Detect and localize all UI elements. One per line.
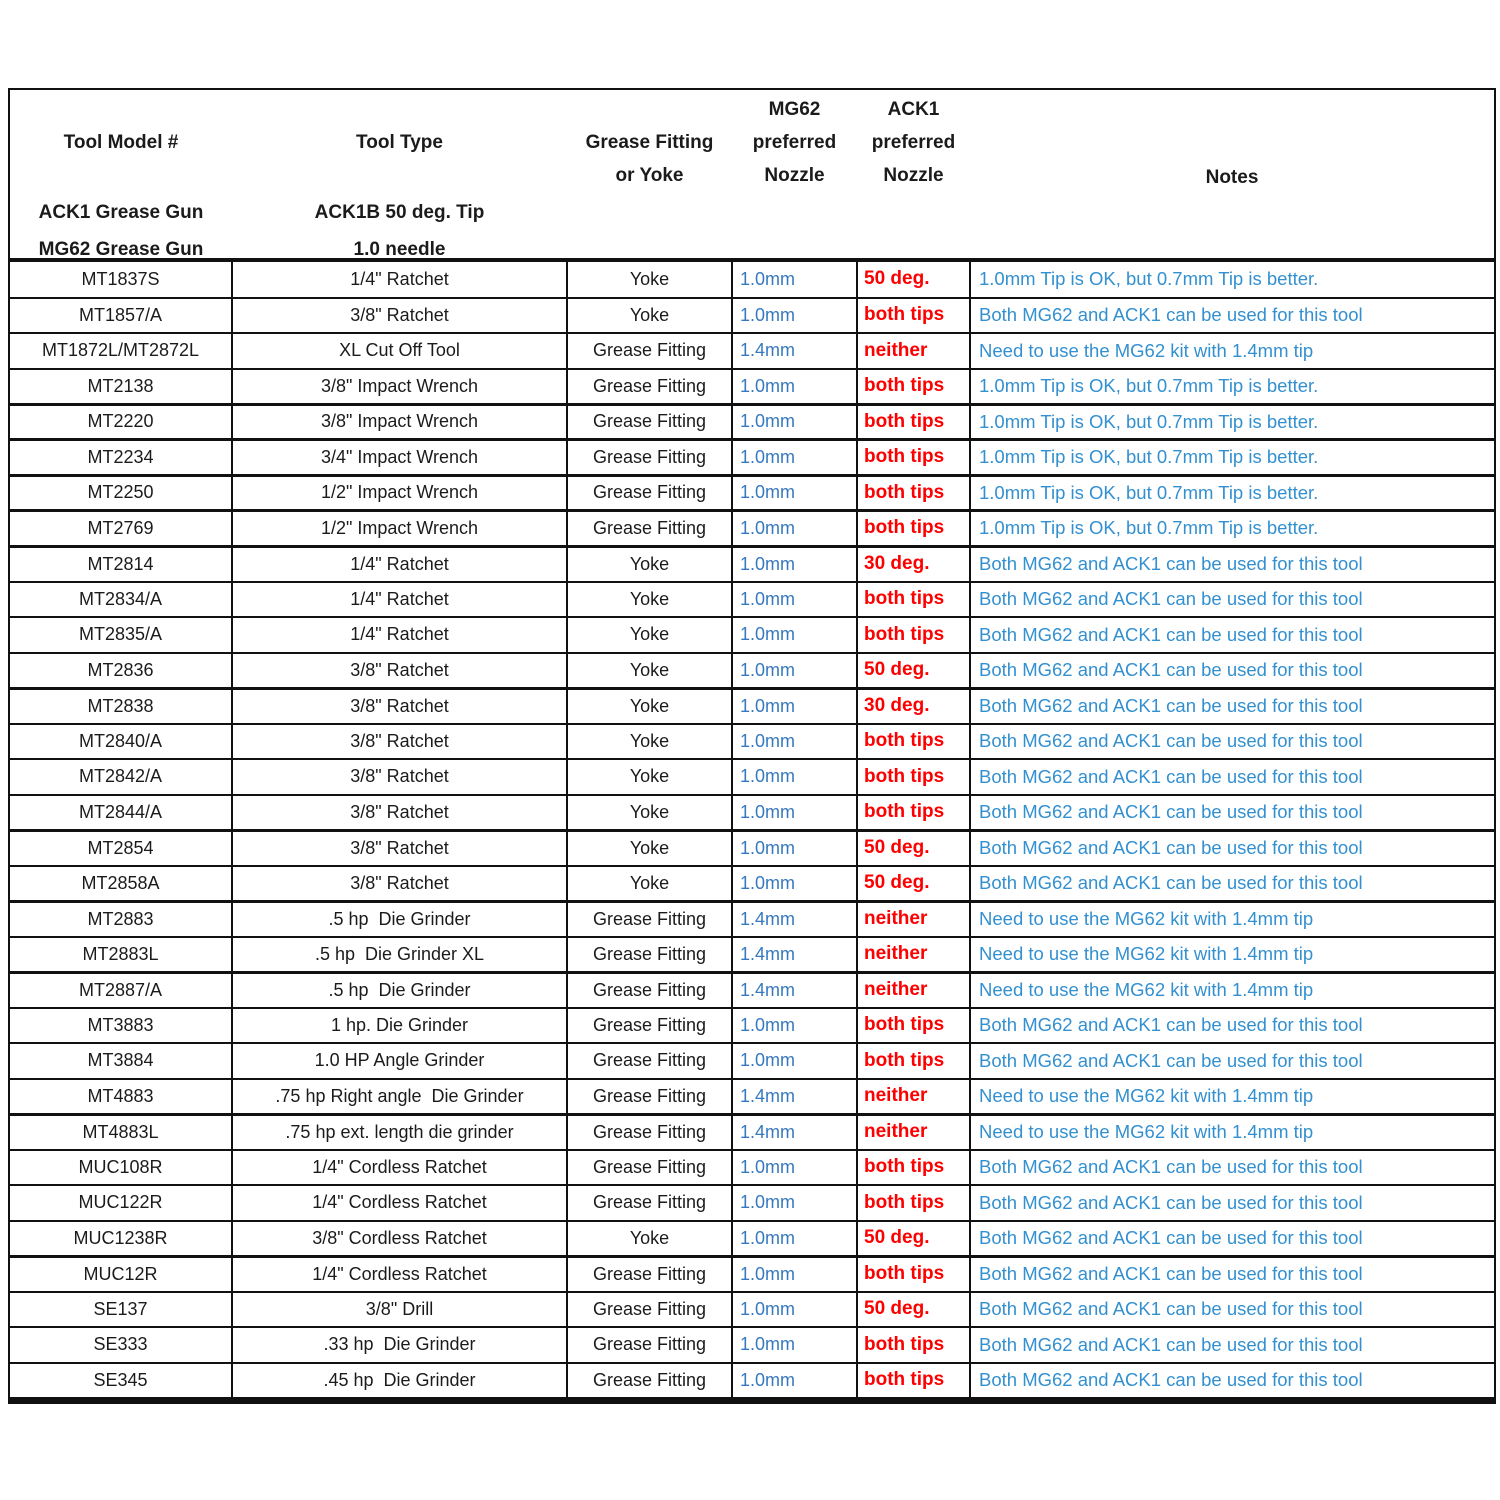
cell-tool-model: MUC108R	[10, 1150, 232, 1186]
cell-ack1-nozzle: both tips	[857, 617, 970, 653]
cell-tool-type: 1/4" Ratchet	[232, 262, 567, 298]
cell-fitting: Yoke	[567, 688, 732, 724]
cell-notes: 1.0mm Tip is OK, but 0.7mm Tip is better.	[970, 475, 1494, 511]
cell-tool-type: 3/8" Cordless Ratchet	[232, 1221, 567, 1257]
cell-tool-model: MT2814	[10, 546, 232, 582]
cell-ack1-nozzle: both tips	[857, 1008, 970, 1044]
header-mg62-line1: MG62	[768, 99, 821, 120]
cell-fitting: Yoke	[567, 262, 732, 298]
cell-mg62-nozzle: 1.0mm	[732, 1363, 857, 1399]
cell-ack1-nozzle: neither	[857, 333, 970, 369]
cell-notes: Need to use the MG62 kit with 1.4mm tip	[970, 901, 1494, 937]
cell-tool-type: 3/8" Impact Wrench	[232, 404, 567, 440]
cell-fitting: Grease Fitting	[567, 1363, 732, 1399]
table-row	[10, 972, 1494, 1008]
cell-notes: Both MG62 and ACK1 can be used for this tool	[970, 1292, 1494, 1328]
table-row	[10, 1150, 1494, 1186]
table-row	[10, 724, 1494, 760]
cell-tool-model: SE345	[10, 1363, 232, 1399]
cell-mg62-nozzle: 1.0mm	[732, 724, 857, 760]
table-row	[10, 653, 1494, 689]
table-header	[10, 90, 1494, 262]
cell-mg62-nozzle: 1.0mm	[732, 511, 857, 547]
cell-tool-model: MT2858A	[10, 866, 232, 902]
cell-tool-model: MT1872L/MT2872L	[10, 333, 232, 369]
cell-tool-type: .45 hp Die Grinder	[232, 1363, 567, 1399]
table-row	[10, 688, 1494, 724]
cell-mg62-nozzle: 1.0mm	[732, 866, 857, 902]
cell-ack1-nozzle: 50 deg.	[857, 1221, 970, 1257]
cell-mg62-nozzle: 1.0mm	[732, 759, 857, 795]
cell-fitting: Yoke	[567, 724, 732, 760]
table-row	[10, 1292, 1494, 1328]
cell-mg62-nozzle: 1.0mm	[732, 369, 857, 405]
cell-fitting: Grease Fitting	[567, 511, 732, 547]
cell-ack1-nozzle: both tips	[857, 369, 970, 405]
cell-mg62-nozzle: 1.0mm	[732, 1185, 857, 1221]
cell-ack1-nozzle: both tips	[857, 1185, 970, 1221]
cell-notes: Both MG62 and ACK1 can be used for this tool	[970, 298, 1494, 334]
table-row	[10, 937, 1494, 973]
cell-fitting: Grease Fitting	[567, 440, 732, 476]
cell-tool-model: MT2883	[10, 901, 232, 937]
cell-mg62-nozzle: 1.4mm	[732, 901, 857, 937]
cell-tool-type: .75 hp Right angle Die Grinder	[232, 1079, 567, 1115]
cell-ack1-nozzle: 50 deg.	[857, 866, 970, 902]
table-row	[10, 759, 1494, 795]
table-row	[10, 830, 1494, 866]
header-ack1-line2: preferred	[871, 132, 956, 153]
cell-tool-model: MT2250	[10, 475, 232, 511]
cell-tool-model: MT4883	[10, 1079, 232, 1115]
cell-mg62-nozzle: 1.0mm	[732, 1150, 857, 1186]
cell-tool-model: MT2835/A	[10, 617, 232, 653]
cell-fitting: Grease Fitting	[567, 1114, 732, 1150]
cell-ack1-nozzle: neither	[857, 1114, 970, 1150]
cell-tool-type: 1/4" Ratchet	[232, 546, 567, 582]
cell-tool-type: 3/8" Ratchet	[232, 688, 567, 724]
cell-tool-type: 3/8" Ratchet	[232, 724, 567, 760]
cell-tool-model: SE333	[10, 1327, 232, 1363]
table-row	[10, 404, 1494, 440]
table-row	[10, 298, 1494, 334]
cell-notes: 1.0mm Tip is OK, but 0.7mm Tip is better.	[970, 440, 1494, 476]
header-tool-type: Tool Type	[356, 132, 443, 153]
header-needle: 1.0 needle	[353, 239, 446, 260]
header-mg62-line2: preferred	[752, 132, 837, 153]
cell-mg62-nozzle: 1.0mm	[732, 1327, 857, 1363]
cell-notes: Need to use the MG62 kit with 1.4mm tip	[970, 1114, 1494, 1150]
header-fitting-line1: Grease Fitting	[585, 132, 714, 153]
cell-mg62-nozzle: 1.0mm	[732, 1256, 857, 1292]
cell-mg62-nozzle: 1.4mm	[732, 1079, 857, 1115]
cell-fitting: Grease Fitting	[567, 475, 732, 511]
cell-notes: Need to use the MG62 kit with 1.4mm tip	[970, 333, 1494, 369]
cell-ack1-nozzle: both tips	[857, 1256, 970, 1292]
table-row	[10, 1221, 1494, 1257]
cell-mg62-nozzle: 1.0mm	[732, 475, 857, 511]
cell-tool-type: 1 hp. Die Grinder	[232, 1008, 567, 1044]
cell-fitting: Yoke	[567, 617, 732, 653]
tool-table-body	[10, 262, 1494, 1398]
cell-notes: 1.0mm Tip is OK, but 0.7mm Tip is better.	[970, 511, 1494, 547]
cell-fitting: Grease Fitting	[567, 1008, 732, 1044]
cell-ack1-nozzle: both tips	[857, 511, 970, 547]
cell-notes: Both MG62 and ACK1 can be used for this tool	[970, 866, 1494, 902]
table-row	[10, 369, 1494, 405]
cell-notes: Need to use the MG62 kit with 1.4mm tip	[970, 972, 1494, 1008]
cell-notes: 1.0mm Tip is OK, but 0.7mm Tip is better.	[970, 369, 1494, 405]
cell-notes: Need to use the MG62 kit with 1.4mm tip	[970, 937, 1494, 973]
cell-ack1-nozzle: both tips	[857, 724, 970, 760]
cell-ack1-nozzle: both tips	[857, 475, 970, 511]
table-row	[10, 1327, 1494, 1363]
cell-notes: 1.0mm Tip is OK, but 0.7mm Tip is better.	[970, 262, 1494, 298]
cell-tool-model: MT2842/A	[10, 759, 232, 795]
cell-tool-type: 1/4" Ratchet	[232, 582, 567, 618]
cell-fitting: Grease Fitting	[567, 1256, 732, 1292]
header-ack1-line1: ACK1	[887, 99, 940, 120]
cell-notes: 1.0mm Tip is OK, but 0.7mm Tip is better.	[970, 404, 1494, 440]
cell-fitting: Yoke	[567, 759, 732, 795]
cell-ack1-nozzle: 50 deg.	[857, 830, 970, 866]
cell-tool-model: MT2834/A	[10, 582, 232, 618]
cell-fitting: Grease Fitting	[567, 1150, 732, 1186]
cell-fitting: Grease Fitting	[567, 1327, 732, 1363]
cell-notes: Both MG62 and ACK1 can be used for this tool	[970, 617, 1494, 653]
cell-tool-type: .5 hp Die Grinder	[232, 901, 567, 937]
cell-notes: Both MG62 and ACK1 can be used for this tool	[970, 1363, 1494, 1399]
cell-ack1-nozzle: both tips	[857, 1150, 970, 1186]
cell-ack1-nozzle: both tips	[857, 1327, 970, 1363]
cell-ack1-nozzle: both tips	[857, 795, 970, 831]
table-row	[10, 1114, 1494, 1150]
cell-notes: Both MG62 and ACK1 can be used for this tool	[970, 1327, 1494, 1363]
cell-mg62-nozzle: 1.4mm	[732, 333, 857, 369]
cell-mg62-nozzle: 1.0mm	[732, 617, 857, 653]
cell-ack1-nozzle: both tips	[857, 759, 970, 795]
cell-mg62-nozzle: 1.0mm	[732, 830, 857, 866]
cell-ack1-nozzle: 50 deg.	[857, 653, 970, 689]
header-mg62-line3: Nozzle	[764, 165, 825, 186]
cell-ack1-nozzle: neither	[857, 972, 970, 1008]
cell-tool-model: MT2840/A	[10, 724, 232, 760]
cell-notes: Both MG62 and ACK1 can be used for this tool	[970, 759, 1494, 795]
cell-notes: Both MG62 and ACK1 can be used for this tool	[970, 1185, 1494, 1221]
cell-tool-model: MT4883L	[10, 1114, 232, 1150]
cell-tool-type: 1/2" Impact Wrench	[232, 511, 567, 547]
cell-notes: Both MG62 and ACK1 can be used for this tool	[970, 582, 1494, 618]
cell-tool-type: 3/8" Impact Wrench	[232, 369, 567, 405]
cell-tool-model: MT1857/A	[10, 298, 232, 334]
cell-tool-model: MT2836	[10, 653, 232, 689]
cell-fitting: Yoke	[567, 1221, 732, 1257]
cell-tool-model: MT3884	[10, 1043, 232, 1079]
cell-ack1-nozzle: both tips	[857, 404, 970, 440]
cell-notes: Both MG62 and ACK1 can be used for this tool	[970, 830, 1494, 866]
table-row	[10, 866, 1494, 902]
cell-notes: Both MG62 and ACK1 can be used for this tool	[970, 546, 1494, 582]
cell-ack1-nozzle: 30 deg.	[857, 688, 970, 724]
cell-notes: Both MG62 and ACK1 can be used for this tool	[970, 795, 1494, 831]
cell-ack1-nozzle: neither	[857, 937, 970, 973]
cell-fitting: Grease Fitting	[567, 404, 732, 440]
cell-mg62-nozzle: 1.0mm	[732, 546, 857, 582]
cell-fitting: Grease Fitting	[567, 901, 732, 937]
cell-mg62-nozzle: 1.4mm	[732, 1114, 857, 1150]
cell-mg62-nozzle: 1.0mm	[732, 1043, 857, 1079]
table-row	[10, 546, 1494, 582]
cell-tool-type: 1/4" Cordless Ratchet	[232, 1256, 567, 1292]
cell-notes: Need to use the MG62 kit with 1.4mm tip	[970, 1079, 1494, 1115]
cell-tool-model: MT2220	[10, 404, 232, 440]
cell-mg62-nozzle: 1.4mm	[732, 972, 857, 1008]
cell-ack1-nozzle: both tips	[857, 440, 970, 476]
cell-tool-model: MT2838	[10, 688, 232, 724]
cell-notes: Both MG62 and ACK1 can be used for this tool	[970, 1043, 1494, 1079]
cell-mg62-nozzle: 1.0mm	[732, 582, 857, 618]
cell-mg62-nozzle: 1.0mm	[732, 262, 857, 298]
cell-ack1-nozzle: neither	[857, 901, 970, 937]
cell-tool-type: 3/8" Ratchet	[232, 759, 567, 795]
cell-ack1-nozzle: neither	[857, 1079, 970, 1115]
cell-tool-model: MT2854	[10, 830, 232, 866]
cell-tool-type: 1/4" Ratchet	[232, 617, 567, 653]
cell-fitting: Yoke	[567, 298, 732, 334]
cell-ack1-nozzle: both tips	[857, 1043, 970, 1079]
cell-tool-type: XL Cut Off Tool	[232, 333, 567, 369]
header-ack1-line3: Nozzle	[883, 165, 944, 186]
table-row	[10, 1185, 1494, 1221]
cell-ack1-nozzle: both tips	[857, 298, 970, 334]
table-row	[10, 1043, 1494, 1079]
cell-tool-model: MT2883L	[10, 937, 232, 973]
cell-tool-model: MUC122R	[10, 1185, 232, 1221]
table-row	[10, 262, 1494, 298]
cell-tool-type: 3/8" Ratchet	[232, 866, 567, 902]
cell-fitting: Grease Fitting	[567, 369, 732, 405]
cell-mg62-nozzle: 1.0mm	[732, 1221, 857, 1257]
cell-fitting: Yoke	[567, 582, 732, 618]
cell-notes: Both MG62 and ACK1 can be used for this tool	[970, 1150, 1494, 1186]
cell-tool-model: MUC12R	[10, 1256, 232, 1292]
cell-tool-model: MT2138	[10, 369, 232, 405]
cell-tool-type: 1/4" Cordless Ratchet	[232, 1185, 567, 1221]
cell-tool-type: 3/8" Ratchet	[232, 830, 567, 866]
cell-tool-type: 1.0 HP Angle Grinder	[232, 1043, 567, 1079]
header-notes: Notes	[1205, 167, 1259, 188]
cell-tool-model: MUC1238R	[10, 1221, 232, 1257]
cell-fitting: Yoke	[567, 866, 732, 902]
cell-ack1-nozzle: both tips	[857, 1363, 970, 1399]
cell-tool-type: 3/8" Ratchet	[232, 298, 567, 334]
cell-tool-type: .5 hp Die Grinder	[232, 972, 567, 1008]
cell-fitting: Grease Fitting	[567, 1043, 732, 1079]
cell-fitting: Yoke	[567, 830, 732, 866]
table-row	[10, 617, 1494, 653]
cell-ack1-nozzle: 30 deg.	[857, 546, 970, 582]
table-row	[10, 475, 1494, 511]
grease-gun-compatibility-table	[8, 88, 1496, 1404]
cell-notes: Both MG62 and ACK1 can be used for this tool	[970, 688, 1494, 724]
table-row	[10, 511, 1494, 547]
cell-notes: Both MG62 and ACK1 can be used for this tool	[970, 1256, 1494, 1292]
table-row	[10, 1008, 1494, 1044]
cell-fitting: Grease Fitting	[567, 972, 732, 1008]
cell-fitting: Yoke	[567, 653, 732, 689]
header-fitting-line2: or Yoke	[615, 165, 684, 186]
header-ack1b-tip: ACK1B 50 deg. Tip	[314, 202, 485, 223]
cell-tool-type: 3/8" Ratchet	[232, 653, 567, 689]
cell-mg62-nozzle: 1.0mm	[732, 440, 857, 476]
cell-tool-type: .5 hp Die Grinder XL	[232, 937, 567, 973]
cell-mg62-nozzle: 1.0mm	[732, 1008, 857, 1044]
cell-notes: Both MG62 and ACK1 can be used for this tool	[970, 1008, 1494, 1044]
table-row	[10, 1079, 1494, 1115]
table-row	[10, 333, 1494, 369]
cell-mg62-nozzle: 1.0mm	[732, 795, 857, 831]
cell-fitting: Grease Fitting	[567, 333, 732, 369]
cell-mg62-nozzle: 1.0mm	[732, 1292, 857, 1328]
cell-tool-type: 3/8" Ratchet	[232, 795, 567, 831]
cell-tool-model: MT2234	[10, 440, 232, 476]
cell-mg62-nozzle: 1.0mm	[732, 298, 857, 334]
header-ack1-grease-gun: ACK1 Grease Gun	[38, 202, 204, 223]
header-mg62-grease-gun: MG62 Grease Gun	[38, 239, 204, 260]
cell-notes: Both MG62 and ACK1 can be used for this tool	[970, 653, 1494, 689]
cell-mg62-nozzle: 1.0mm	[732, 653, 857, 689]
cell-tool-type: 1/4" Cordless Ratchet	[232, 1150, 567, 1186]
cell-fitting: Yoke	[567, 546, 732, 582]
cell-tool-type: 3/4" Impact Wrench	[232, 440, 567, 476]
cell-tool-model: MT2887/A	[10, 972, 232, 1008]
cell-tool-type: .75 hp ext. length die grinder	[232, 1114, 567, 1150]
cell-fitting: Grease Fitting	[567, 1185, 732, 1221]
header-tool-model: Tool Model #	[63, 132, 179, 153]
table-row	[10, 1363, 1494, 1399]
cell-tool-model: MT1837S	[10, 262, 232, 298]
table-row	[10, 440, 1494, 476]
table-row	[10, 1256, 1494, 1292]
cell-ack1-nozzle: both tips	[857, 582, 970, 618]
table-row	[10, 795, 1494, 831]
cell-tool-model: SE137	[10, 1292, 232, 1328]
cell-fitting: Grease Fitting	[567, 1292, 732, 1328]
cell-mg62-nozzle: 1.0mm	[732, 404, 857, 440]
cell-tool-model: MT2769	[10, 511, 232, 547]
cell-fitting: Yoke	[567, 795, 732, 831]
cell-fitting: Grease Fitting	[567, 937, 732, 973]
cell-fitting: Grease Fitting	[567, 1079, 732, 1115]
cell-tool-model: MT3883	[10, 1008, 232, 1044]
table-row	[10, 582, 1494, 618]
tool-table	[10, 262, 1494, 1399]
table-row	[10, 901, 1494, 937]
cell-tool-type: .33 hp Die Grinder	[232, 1327, 567, 1363]
cell-ack1-nozzle: 50 deg.	[857, 262, 970, 298]
cell-tool-type: 3/8" Drill	[232, 1292, 567, 1328]
cell-ack1-nozzle: 50 deg.	[857, 1292, 970, 1328]
cell-tool-type: 1/2" Impact Wrench	[232, 475, 567, 511]
cell-mg62-nozzle: 1.4mm	[732, 937, 857, 973]
cell-mg62-nozzle: 1.0mm	[732, 688, 857, 724]
cell-notes: Both MG62 and ACK1 can be used for this tool	[970, 1221, 1494, 1257]
cell-notes: Both MG62 and ACK1 can be used for this tool	[970, 724, 1494, 760]
cell-tool-model: MT2844/A	[10, 795, 232, 831]
